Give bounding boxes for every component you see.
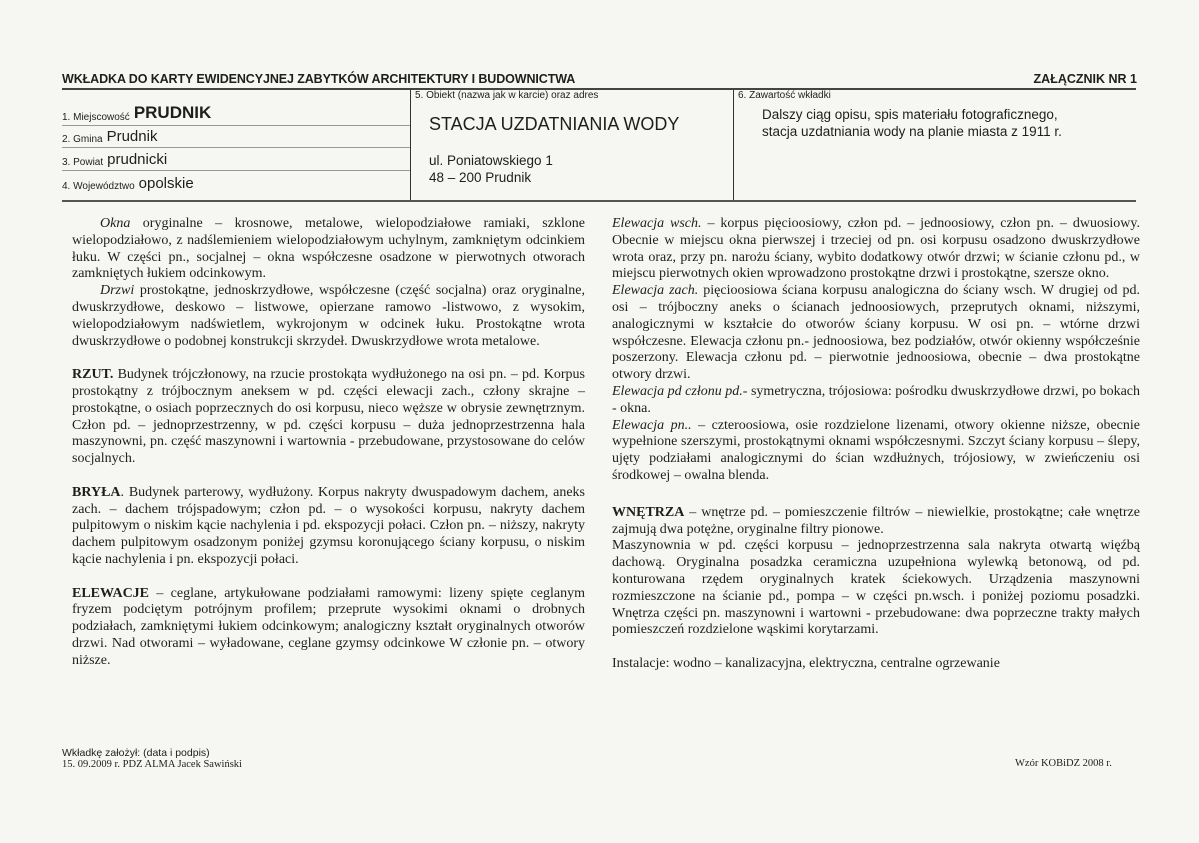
body: – korpus pięcioosiowy, człon pd. – jednoosiowy, człon pn. – dwuosiowy. Obecnie w miejscu okna pierwszej i trzeciej od pn. osi korpusu osadzono dwuskrzydłowe wrota oraz, przy pn. narożu ściany, wybito dodatkowy otwór drzwi; w ścianie członu pd., w miejscu pierwotnych okien wprowadzono prostokątne drzwi i prostokątne, szersze okno.: [612, 216, 1140, 282]
lead: BRYŁA: [72, 484, 121, 500]
body: Instalacje: wodno – kanalizacyjna, elektryczna, centralne ogrzewanie: [612, 655, 1000, 671]
body: Maszynownia w pd. części korpusu – jednoprzestrzenna sala nakryta otwartą więźbą dachową. Oryginalna posadzka ceramiczna uzupełniona wylewką betonową, od pd. konturowana rzędem oryginalnych kratek ściekowych. Urządzenia maszynowni rozmieszczone na ścianie pd., pompa – w części pn.wsch. i poniżej poziomu posadzki. Wnętrza części pn. maszynowni i wartowni - przebudowane: dwa poprzeczne trakty małych pomieszczeń rozdzielone wąskimi korytarzami.: [612, 538, 1140, 638]
field-value: opolskie: [138, 175, 194, 192]
header-table: [62, 90, 1136, 202]
lead: Elewacja pn..: [612, 417, 692, 433]
paragraph-engine-room: [612, 538, 1140, 639]
field-value: PRUDNIK: [133, 103, 212, 122]
paragraph-installations: [612, 656, 1140, 673]
lead: Elewacja zach.: [612, 283, 699, 299]
field-label: 4. Województwo: [62, 181, 135, 192]
body: . Budynek parterowy, wydłużony. Korpus nakryty dwuspadowym dachem, aneks zach. – dachem trójspadowym; człon pd. – o wysokości korpusu, nakryty dachem pulpitowym o niskim kącie nachylenia i pd. ekspozycji połaci. Człon pn. – niższy, nakryty dachem pulpitowym osadzonym poniżej gzymsu koronującego ściany korpusu, o niskim kącie nachylenia i pn. ekspozycji połaci.: [72, 484, 585, 567]
right-column: [612, 216, 1140, 673]
footer-created: [62, 747, 242, 771]
lead: Drzwi: [100, 283, 135, 299]
annex-label: ZAŁĄCZNIK NR 1: [1033, 72, 1137, 86]
contents-cell: [733, 90, 1137, 200]
body: – ceglane, artykułowane podziałami ramowymi: lizeny spięte ceglanym fryzem podciętym potrójnym profilem; przeprute wysokimi oknami o drobnych podziałach, zamkniętymi łukiem odcinkowym; analogiczny kształt oryginalnych otworów drzwi. Nad otworami – wyładowane, ceglane gzymsy odcinkowe W członie pn. – otwory niższe.: [72, 585, 585, 668]
body: – czteroosiowa, osie rozdzielone lizenami, otwory okienne niższe, obecnie wypełnione szerszymi, prostokątnymi oknami współczesnymi. Szczyt ściany korpusu – ślepy, ujęty podziałami analogicznymi do ścian wzdłużnych, trójosiowy, w zwieńczeniu osi środkowej – owalna blenda.: [612, 417, 1140, 483]
paragraph-doors: [72, 283, 585, 350]
field-label: 1. Miejscowość: [62, 112, 130, 123]
object-address: [429, 152, 553, 186]
object-cell: [410, 90, 734, 200]
lead: Okna: [100, 216, 131, 231]
paragraph-plan: [72, 367, 585, 468]
field-label: 3. Powiat: [62, 157, 104, 168]
paragraph-windows: [72, 216, 585, 283]
field-voivodeship: [62, 172, 410, 194]
address-city: 48 – 200 Prudnik: [429, 170, 532, 185]
field-county: [62, 149, 410, 171]
lead: WNĘTRZA: [612, 504, 685, 520]
paragraph-south-elevation: [612, 384, 1140, 418]
lead: Elewacja wsch.: [612, 216, 702, 231]
paragraph-massing: [72, 485, 585, 569]
field-commune: [62, 126, 410, 148]
address-street: ul. Poniatowskiego 1: [429, 153, 553, 168]
paragraph-elevations: [72, 586, 585, 670]
body: symetryczna, trójosiowa: pośrodku dwuskrzydłowe drzwi, po bokach - okna.: [612, 383, 1141, 416]
paragraph-east-elevation: [612, 216, 1140, 283]
contents-line: stacja uzdatniania wody na planie miasta z 1911 r.: [762, 124, 1062, 139]
body: Budynek trójczłonowy, na rzucie prostokąta wydłużonego na osi pn. – pd. Korpus prostokątny z trójbocznym aneksem w pd. części elewacji zach., człony skrajne – prostokątne, o osiach poprzecznych do osi korpusu, nieco węższe w obrysie zewnętrznym. Człon pd. – jednoprzestrzenny, w pd. części korpusu – duża jednoprzestrzenna hala maszynowni, pn. część maszynowni i wartownia - przebudowane, przystosowane do celów socjalnych.: [72, 367, 585, 467]
paragraph-interiors: [612, 505, 1140, 539]
form-title: WKŁADKA DO KARTY EWIDENCYJNEJ ZABYTKÓW ARCHITEKTURY I BUDOWNICTWA: [62, 72, 576, 86]
contents-text: [762, 106, 1062, 140]
field-value: prudnicki: [107, 151, 168, 168]
left-column: [72, 216, 585, 670]
body: prostokątne, jednoskrzydłowe, współczesne (część socjalna) oraz oryginalne, dwuskrzydłowe, deskowo – listwowe, opierzane ramowo -listwowo, z wysokim, wielopodziałowym nadświetlem, wykrojonym w odcinek łuku. Prostokątne wrota dwuskrzydłowe o podobnej konstrukcji skrzydeł. Dwuskrzydłowe wrota metalowe.: [72, 283, 585, 349]
field-label: 2. Gmina: [62, 134, 103, 145]
field-value: Prudnik: [106, 128, 158, 145]
created-label: Wkładkę założył: (data i podpis): [62, 747, 210, 759]
contents-label: 6. Zawartość wkładki: [738, 90, 831, 101]
lead: ELEWACJE: [72, 585, 150, 601]
location-fields: [62, 90, 410, 200]
created-value: 15. 09.2009 r. PDZ ALMA Jacek Sawiński: [62, 759, 242, 770]
lead: RZUT.: [72, 367, 114, 383]
body: – wnętrze pd. – pomieszczenie filtrów – niewielkie, prostokątne; całe wnętrze zajmują dwa potężne, oryginalne filtry pionowe.: [612, 504, 1140, 537]
template-version: Wzór KOBiDZ 2008 r.: [1015, 758, 1112, 769]
contents-line: Dalszy ciąg opisu, spis materiału fotograficznego,: [762, 107, 1058, 122]
lead: Elewacja pd członu pd.-: [612, 383, 748, 399]
paragraph-north-elevation: [612, 418, 1140, 485]
object-name: STACJA UZDATNIANIA WODY: [429, 114, 680, 134]
object-label: 5. Obiekt (nazwa jak w karcie) oraz adres: [415, 90, 599, 101]
paragraph-west-elevation: [612, 283, 1140, 384]
field-locality: [62, 102, 410, 126]
body: oryginalne – krosnowe, metalowe, wielopodziałowe ramiaki, szklone wielopodziałowo, z nadślemieniem wielopodziałowym uchylnym, zamkniętym odcinkiem łuku. W części pn., socjalnej – okna współczesne osadzone w pierwotnych otworach zamkniętych łukiem odcinkowym.: [72, 216, 585, 282]
body: pięcioosiowa ściana korpusu analogiczna do ściany wsch. W drugiej od pd. osi – trójboczny aneks o ścianach jednoosiowych, przeprutych oknami, niższymi, analogicznymi w kształcie do otworów ściany korpusu. W osi pn. – wtórne drzwi współczesne. Elewacja członu pn.- jednoosiowa, bez podziałów, otwór okienny współcześnie poszerzony. Elewacja członu pd. – pierwotnie jednoosiowa, obecnie – dwa prostokątne otwory drzwi.: [612, 283, 1140, 383]
